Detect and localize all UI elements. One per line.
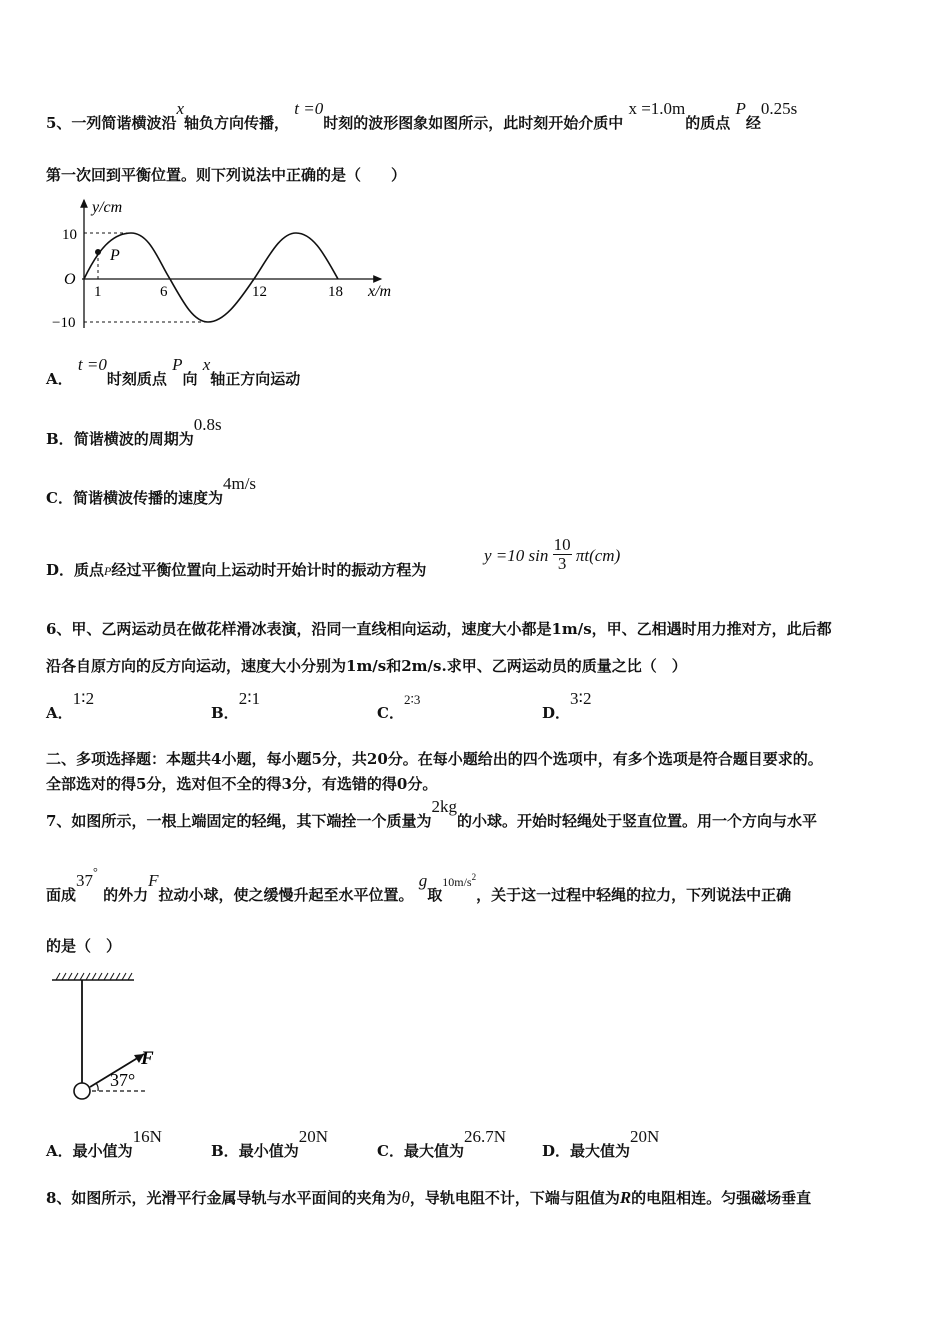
option-value: 20N <box>630 1127 660 1146</box>
q8-text: 的电阻相连。匀强磁场垂直 <box>631 1189 812 1207</box>
q7-text: ，关于这一过程中轻绳的拉力，下列说法中正确 <box>476 886 792 904</box>
pendulum-figure <box>46 966 176 1106</box>
equation-part: πt(cm) <box>575 546 621 565</box>
option-value: 2∶1 <box>238 689 261 708</box>
option-value: 20N <box>298 1127 328 1146</box>
option-text: 经过平衡位置向上运动时开始计时的振动方程为 <box>111 561 427 579</box>
option-letter: A． <box>46 1142 73 1160</box>
q7-option-c <box>377 1127 506 1161</box>
q7-g-exponent: 2 <box>471 872 477 882</box>
q7-text: 拉动小球，使之缓慢升起至水平位置。 <box>158 886 414 904</box>
q5-text: 轴负方向传播， <box>184 114 290 132</box>
option-text: 最大值为 <box>403 1142 464 1160</box>
q6-option-d <box>542 689 592 723</box>
option-value: 16N <box>132 1127 162 1146</box>
option-text: 轴正方向运动 <box>210 370 301 388</box>
q7-text: 7、如图所示，一根上端固定的轻绳，其下端拴一个质量为 <box>46 812 432 830</box>
option-letter: B． <box>211 704 239 722</box>
option-text: 最小值为 <box>72 1142 133 1160</box>
option-value: 0.8s <box>193 415 222 434</box>
option-letter: C． <box>377 1142 404 1160</box>
q8-text: ，导轨电阻不计，下端与阻值为 <box>409 1189 620 1207</box>
origin-label: O <box>64 271 76 288</box>
option-letter: A． <box>46 704 73 722</box>
point-p-label: P <box>110 247 120 264</box>
q5-text: 时刻的波形图象如图所示，此时刻开始介质中 <box>323 114 624 132</box>
q5-text: 经 <box>745 114 761 132</box>
q5-text: 5、一列简谐横波沿 <box>46 114 177 132</box>
option-value: 1∶2 <box>72 689 95 708</box>
q7-angle: 37 <box>76 871 94 890</box>
q5-p-var: P <box>735 99 746 118</box>
q8-line1 <box>46 1187 811 1208</box>
angle-label: 37° <box>110 1070 136 1090</box>
ceiling-hatch <box>56 973 132 980</box>
q5-t0: t =0 <box>294 99 324 118</box>
q6-option-b <box>211 689 261 723</box>
q7-g-value: 10m/s <box>442 875 472 889</box>
option-letter: D． <box>542 1142 571 1160</box>
x-tick-6: 6 <box>160 284 168 300</box>
q5-d-equation <box>484 536 620 573</box>
equation-part: y =10 sin <box>484 546 549 565</box>
option-text: 质点 <box>74 561 105 579</box>
q8-text: 8、如图所示，光滑平行金属导轨与水平面间的夹角为 <box>46 1189 402 1207</box>
q6-line1: 6、甲、乙两运动员在做花样滑冰表演，沿同一直线相向运动，速度大小都是1m/s，甲、乙相遇时用力推对方，此后都 <box>46 620 832 638</box>
ball <box>74 1083 90 1099</box>
q5-a-x: x <box>202 355 211 374</box>
option-letter: C． <box>377 704 404 722</box>
point-p <box>95 249 101 255</box>
option-text: 向 <box>182 370 198 388</box>
q5-x1: x =1.0m <box>628 99 686 118</box>
q7-line2 <box>46 865 792 905</box>
q5-option-c <box>46 474 257 508</box>
angle-arc <box>96 1083 98 1091</box>
q6-line2: 沿各自原方向的反方向运动，速度大小分别为1m/s和2m/s.求甲、乙两运动员的质量之比（ ） <box>46 657 687 675</box>
option-letter: B． <box>211 1142 239 1160</box>
fraction-denominator: 3 <box>557 554 567 573</box>
q6-option-c <box>377 692 421 723</box>
q7-mass: 2kg <box>431 797 457 816</box>
q7-line1 <box>46 797 817 831</box>
q7-g-var: g <box>418 871 428 890</box>
q5-duration: 0.25s <box>760 99 798 118</box>
q5-a-p: P <box>172 355 183 374</box>
q7-f-var: F <box>148 871 159 890</box>
fraction <box>553 536 572 573</box>
y-axis-label: y/cm <box>92 199 123 216</box>
q8-theta: θ <box>401 1188 410 1207</box>
y-tick-10: 10 <box>62 227 77 243</box>
section2-line1: 二、多项选择题：本题共4小题，每小题5分，共20分。在每小题给出的四个选项中，有多个选项是符合题目要求的。 <box>46 750 823 768</box>
x-tick-12: 12 <box>252 284 267 300</box>
q5-a-t0: t =0 <box>77 355 107 374</box>
option-letter: B． <box>46 430 74 448</box>
option-letter: D． <box>542 704 571 722</box>
option-text: 简谐横波的周期为 <box>73 430 194 448</box>
q5-text: 的质点 <box>685 114 731 132</box>
option-value: 3∶2 <box>570 689 592 708</box>
q7-option-b <box>211 1127 328 1161</box>
q7-option-d <box>542 1127 660 1161</box>
option-text: 最大值为 <box>570 1142 631 1160</box>
q5-option-b <box>46 415 222 449</box>
option-value: 26.7N <box>463 1127 506 1146</box>
q7-line3: 的是（ ） <box>46 937 122 955</box>
q5-line2: 第一次回到平衡位置。则下列说法中正确的是（ ） <box>46 166 407 184</box>
q7-text: 面成 <box>46 886 77 904</box>
q8-r-var: R <box>619 1188 632 1207</box>
option-value: 2∶3 <box>403 692 421 707</box>
x-tick-18: 18 <box>328 284 343 300</box>
q6-option-a <box>46 689 95 723</box>
option-letter: D． <box>46 561 75 579</box>
q5-option-d <box>46 559 426 580</box>
q7-text: 取 <box>427 886 443 904</box>
x-axis-label: x/m <box>368 283 392 300</box>
option-text: 简谐横波传播的速度为 <box>72 489 223 507</box>
fraction-numerator: 10 <box>553 535 571 554</box>
option-value: 4m/s <box>222 474 257 493</box>
q7-degree: ° <box>93 865 98 879</box>
option-letter: C． <box>46 489 73 507</box>
q5-option-a <box>46 355 301 389</box>
option-letter: A． <box>46 370 73 388</box>
y-tick-neg10: −10 <box>52 315 76 331</box>
option-text: 时刻质点 <box>106 370 167 388</box>
section2-line2: 全部选对的得5分，选对但不全的得3分，有选错的得0分。 <box>46 775 438 793</box>
wave-curve <box>84 233 338 322</box>
q5-d-p: P <box>104 564 112 578</box>
q7-text: 的小球。开始时轻绳处于竖直位置。用一个方向与水平 <box>456 812 817 830</box>
q7-text: 的外力 <box>103 886 149 904</box>
option-text: 最小值为 <box>238 1142 299 1160</box>
q5-line1 <box>46 99 798 133</box>
x-tick-1: 1 <box>94 284 102 300</box>
force-label: F <box>141 1048 154 1069</box>
wave-graph <box>46 192 416 332</box>
q7-option-a <box>46 1127 162 1161</box>
q5-x-var: x <box>176 99 184 118</box>
